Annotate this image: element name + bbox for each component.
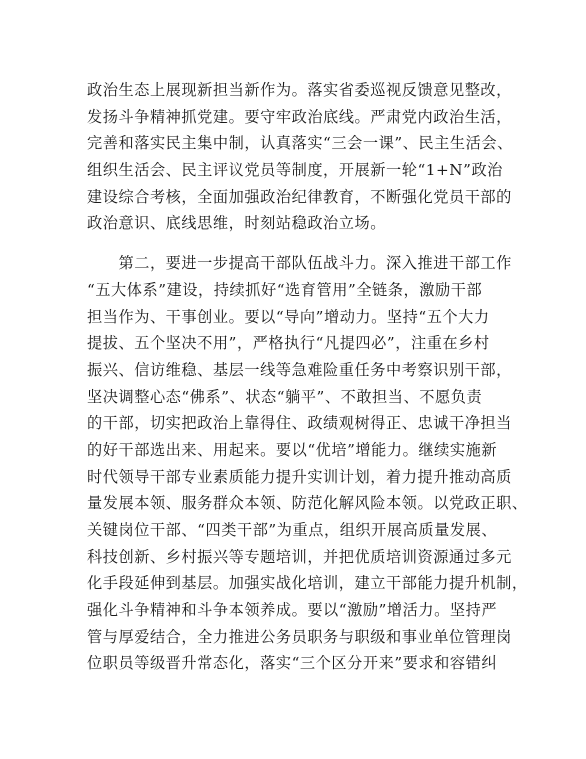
text-line: 第二，要进一步提高干部队伍战斗力。深入推进干部工作 xyxy=(87,254,512,273)
text-line: 完善和落实民主集中制，认真落实“三会一课”、民主生活会、 xyxy=(87,134,513,153)
text-line: 的干部，切实把政治上靠得住、政绩观树得正、忠诚干净担当 xyxy=(87,414,512,433)
text-line: 的好干部选出来、用起来。要以“优培”增能力。继续实施新 xyxy=(87,440,498,459)
text-line: 政治意识、底线思维，时刻站稳政治立场。 xyxy=(87,214,387,233)
text-line: 强化斗争精神和斗争本领养成。要以“激励”增活力。坚持严 xyxy=(87,601,498,620)
text-line: 振兴、信访维稳、基层一线等急难险重任务中考察识别干部， xyxy=(87,360,512,379)
text-line: 时代领导干部专业素质能力提升实训计划，着力提升推动高质 xyxy=(87,467,512,486)
text-line: 管与厚爱结合，全力推进公务员职务与职级和事业单位管理岗 xyxy=(87,627,512,646)
paragraph-1 xyxy=(87,77,513,237)
text-line: 化手段延伸到基层。加强实战化培训，建立干部能力提升机制， xyxy=(87,574,528,593)
paragraph-gap xyxy=(87,237,501,250)
text-line: 科技创新、乡村振兴等专题培训，并把优质培训资源通过多元 xyxy=(87,547,512,566)
text-line: 发扬斗争精神抓党建。要守牢政治底线。严肃党内政治生活， xyxy=(87,107,512,126)
text-line: 组织生活会、民主评议党员等制度，开展新一轮“1+N”政治 xyxy=(87,161,503,180)
text-line: 关键岗位干部、“四类干部”为重点，组织开展高质量发展、 xyxy=(87,521,498,539)
document-page xyxy=(87,77,528,677)
text-line: 量发展本领、服务群众本领、防范化解风险本领。以党政正职、 xyxy=(87,494,528,513)
paragraph-2 xyxy=(87,250,528,677)
text-line: 政治生态上展现新担当新作为。落实省委巡视反馈意见整改， xyxy=(87,81,512,99)
text-line: 担当作为、干事创业。要以“导向”增动力。坚持“五个大力 xyxy=(87,307,490,326)
text-line: “五大体系”建设，持续抓好“选育管用”全链条，激励干部 xyxy=(87,280,483,299)
text-line: 位职员等级晋升常态化，落实“三个区分开来”要求和容错纠 xyxy=(87,654,498,673)
text-line: 坚决调整心态“佛系”、状态“躺平”、不敢担当、不愿负责 xyxy=(87,387,483,406)
text-line: 提拔、五个坚决不用”，严格执行“凡提四必”，注重在乡村 xyxy=(87,334,490,353)
text-line: 建设综合考核，全面加强政治纪律教育，不断强化党员干部的 xyxy=(87,187,512,206)
